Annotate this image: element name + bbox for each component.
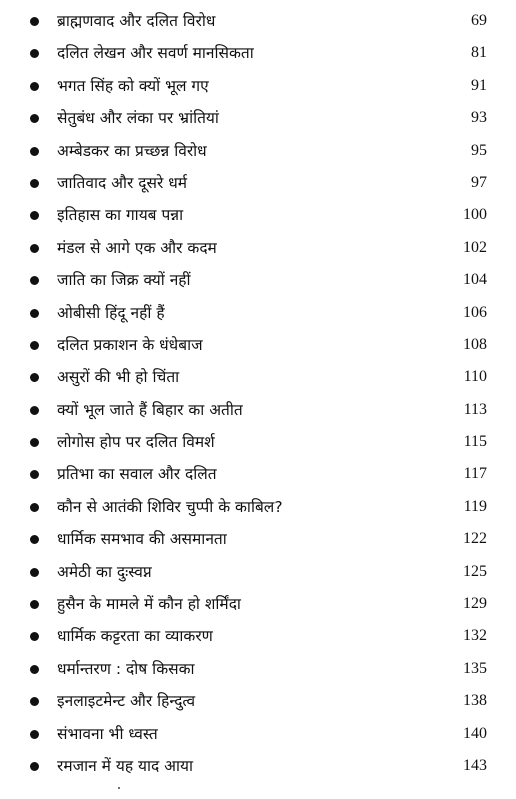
toc-entry-title: भगत सिंह को क्यों भूल गए [57,76,209,95]
toc-entry-page: 113 [463,400,487,418]
bullet-icon [30,309,39,318]
toc-entry-page: 135 [463,659,487,677]
bullet-icon [30,406,39,415]
toc-entry-title: हुसैन के मामले में कौन हो शर्मिंदा [57,595,241,614]
toc-entry-page: 104 [463,271,487,289]
toc-entry [0,266,516,298]
toc-entry [0,72,516,104]
toc-entry [0,39,516,71]
toc-entry-title: धर्मान्तरण : दोष किसका [57,659,195,678]
toc-entry [0,137,516,169]
toc-entry [0,720,516,752]
toc-entry-page: 91 [471,76,487,94]
toc-entry-page: 119 [463,497,487,515]
toc-entry [0,428,516,460]
bullet-icon [30,730,39,739]
bullet-icon [30,114,39,123]
toc-entry-title: कौन से आतंकी शिविर चुप्पी के काबिल? [57,497,283,516]
toc-entry [0,396,516,428]
bullet-icon [30,568,39,577]
toc-entry-title: इतिहास का गायब पन्ना [57,206,184,225]
toc-entry-title: जाति का जिक्र क्यों नहीं [57,271,191,290]
toc-entry-title: धार्मिक कट्टरता का व्याकरण [57,627,213,646]
toc-entry [0,622,516,654]
toc-entry-page: 93 [471,109,487,127]
toc-entry [0,558,516,590]
toc-entry [0,655,516,687]
toc-entry-title: इनलाइटमेन्ट और हिन्दुत्व [57,692,196,711]
bullet-icon [30,82,39,91]
toc-entry-page: 97 [471,173,487,191]
toc-entry-page: 143 [463,756,487,774]
toc-entry [0,493,516,525]
toc-entry-page: 102 [463,238,487,256]
toc-entry [0,169,516,201]
toc-entry-title: अम्बेडकर का प्रच्छन्न विरोध [57,141,207,160]
bullet-icon [30,179,39,188]
toc-entry [0,299,516,331]
toc-entry-title: प्रतिभा का सवाल और दलित [57,465,217,484]
toc-entry-title: ओबीसी हिंदू नहीं हैं [57,303,165,322]
toc-entry-title: संभावना भी ध्वस्त [57,724,158,743]
bullet-icon [30,373,39,382]
toc-entry-title: दलित लेखन और सवर्ण मानसिकता [57,44,254,63]
toc-entry [0,687,516,719]
toc-entry-page: 115 [463,433,487,451]
toc-entry-page: 81 [471,44,487,62]
toc-entry [0,460,516,492]
toc-entry [0,7,516,39]
toc-entry-title: सेतुबंध और लंका पर भ्रांतियां [57,109,219,128]
toc-entry-page: 117 [463,465,487,483]
toc-entry-page: 69 [471,12,487,29]
bullet-icon [30,632,39,641]
bullet-icon [30,17,39,26]
bullet-icon [30,211,39,220]
toc-entry [0,104,516,136]
bullet-icon [30,276,39,285]
toc-entry-title: दलित प्रकाशन के धंधेबाज [57,335,203,354]
toc-entry [0,525,516,557]
toc-entry-title: अमेठी का दुःस्वप्न [57,562,152,581]
toc-entry [0,234,516,266]
bullet-icon [30,244,39,253]
toc-entry [0,331,516,363]
print-speck [118,787,120,789]
toc-entry-page: 138 [463,692,487,710]
toc-entry [0,363,516,395]
bullet-icon [30,535,39,544]
table-of-contents [0,7,516,784]
toc-entry-title: धार्मिक समभाव की असमानता [57,530,227,549]
bullet-icon [30,665,39,674]
toc-entry [0,201,516,233]
toc-entry-page: 125 [463,562,487,580]
toc-entry-page: 100 [463,206,487,224]
toc-entry-page: 108 [463,335,487,353]
toc-entry-page: 129 [463,595,487,613]
bullet-icon [30,341,39,350]
toc-entry-page: 140 [463,724,487,742]
toc-entry [0,752,516,784]
toc-entry-page: 95 [471,141,487,159]
toc-entry-page: 106 [463,303,487,321]
toc-entry [0,590,516,622]
toc-entry-title: असुरों की भी हो चिंता [57,368,180,387]
bullet-icon [30,600,39,609]
bullet-icon [30,49,39,58]
bullet-icon [30,470,39,479]
toc-entry-page: 110 [463,368,487,386]
toc-entry-title: ब्राह्मणवाद और दलित विरोध [57,12,216,30]
bullet-icon [30,762,39,771]
toc-entry-title: जातिवाद और दूसरे धर्म [57,173,188,192]
toc-entry-title: क्यों भूल जाते हैं बिहार का अतीत [57,400,243,419]
bullet-icon [30,503,39,512]
toc-entry-page: 132 [463,627,487,645]
toc-entry-page: 122 [463,530,487,548]
toc-entry-title: रमजान में यह याद आया [57,756,194,775]
bullet-icon [30,438,39,447]
toc-entry-title: लोगोस होप पर दलित विमर्श [57,433,215,452]
bullet-icon [30,697,39,706]
toc-entry-title: मंडल से आगे एक और कदम [57,238,217,257]
bullet-icon [30,147,39,156]
